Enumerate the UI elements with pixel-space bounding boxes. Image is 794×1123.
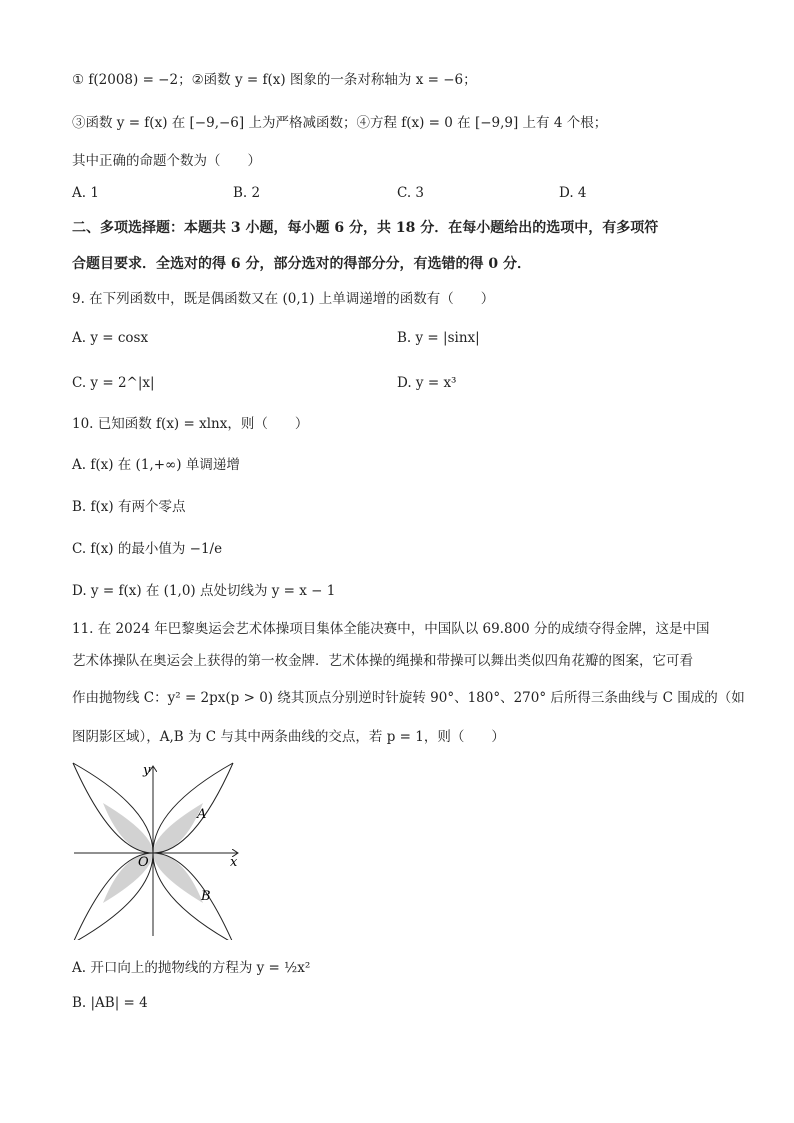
q8-option-d: D. 4: [559, 185, 587, 201]
q8-option-c: C. 3: [397, 185, 425, 201]
label-o: O: [138, 855, 149, 870]
label-y: y: [143, 763, 151, 778]
q11-stem-line3: 作由抛物线 C：y² = 2px(p > 0) 绕其顶点分别逆时针旋转 90°、180°、270° 后所得三条曲线与 C 围成的（如: [72, 690, 745, 706]
label-a: A: [197, 807, 207, 822]
section2-heading-line2: 合题目要求．全选对的得 6 分，部分选对的得部分分，有选错的得 0 分．: [72, 256, 531, 272]
q10-option-b: B. f(x) 有两个零点: [72, 499, 186, 515]
parabola-left: [73, 763, 153, 940]
label-x: x: [230, 855, 238, 870]
four-petal-parabola-figure: [70, 760, 250, 940]
q9-option-c: C. y = 2^|x|: [72, 375, 155, 391]
q11-option-a: A. 开口向上的抛物线的方程为 y = ½x²: [72, 960, 311, 976]
q8-statements-1-2: ① f(2008) = −2；②函数 y = f(x) 图象的一条对称轴为 x = −6；: [72, 72, 477, 88]
q11-stem-line1: 11. 在 2024 年巴黎奥运会艺术体操项目集体全能决赛中，中国队以 69.800 分的成绩夺得金牌，这是中国: [72, 621, 710, 637]
q9-option-d: D. y = x³: [397, 375, 457, 391]
q9-stem: 9. 在下列函数中，既是偶函数又在 (0,1) 上单调递增的函数有（ ）: [72, 291, 495, 307]
q9-option-b: B. y = |sinx|: [397, 330, 480, 346]
q10-option-a: A. f(x) 在 (1,+∞) 单调递增: [72, 457, 240, 473]
q8-option-a: A. 1: [72, 185, 99, 201]
q8-option-b: B. 2: [233, 185, 261, 201]
q11-stem-line4: 图阴影区域），A,B 为 C 与其中两条曲线的交点，若 p = 1，则（ ）: [72, 729, 505, 745]
q10-option-c: C. f(x) 的最小值为 −1/e: [72, 541, 223, 557]
q8-question: 其中正确的命题个数为（ ）: [72, 153, 261, 169]
section2-heading-line1: 二、多项选择题：本题共 3 小题，每小题 6 分，共 18 分．在每小题给出的选项中，有多项符: [72, 220, 659, 236]
parabola-right: [153, 763, 233, 940]
q11-stem-line2: 艺术体操队在奥运会上获得的第一枚金牌．艺术体操的绳操和带操可以舞出类似四角花瓣的图案，它可看: [72, 653, 693, 669]
q10-stem: 10. 已知函数 f(x) = xlnx，则（ ）: [72, 416, 309, 432]
q11-option-b: B. |AB| = 4: [72, 995, 148, 1011]
q8-statements-3-4: ③函数 y = f(x) 在 [−9,−6] 上为严格减函数；④方程 f(x) = 0 在 [−9,9] 上有 4 个根；: [72, 115, 608, 131]
label-b: B: [201, 889, 211, 904]
q10-option-d: D. y = f(x) 在 (1,0) 点处切线为 y = x − 1: [72, 583, 336, 599]
q9-option-a: A. y = cosx: [72, 330, 149, 346]
